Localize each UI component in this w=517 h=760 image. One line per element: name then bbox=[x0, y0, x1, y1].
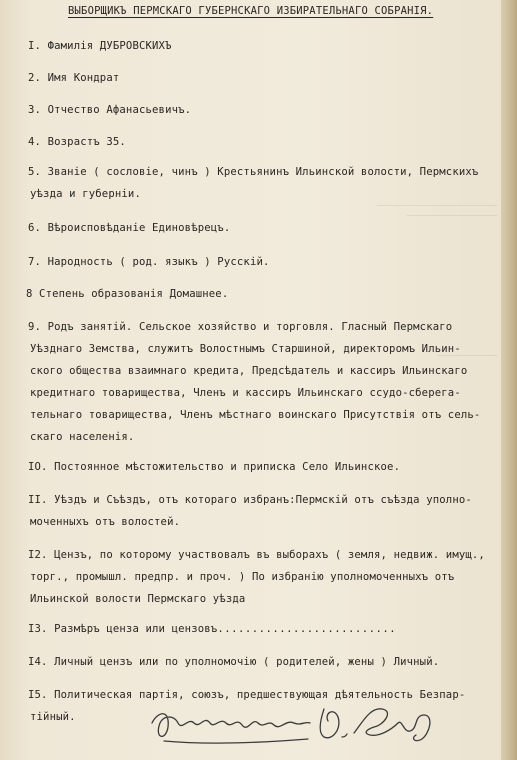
item-religion: 6. Вѣроисповѣданіе Единовѣрецъ. bbox=[28, 222, 231, 234]
item-rank-cont: уѣзда и губерніи. bbox=[30, 188, 141, 200]
item-education: 8 Степень образованія Домашнее. bbox=[26, 288, 229, 300]
bleed-through-mark bbox=[437, 355, 497, 356]
item-party: I5. Политическая партія, союзъ, предшествующая дѣятельность Безпар- bbox=[28, 689, 466, 701]
fill-dots: .......................... bbox=[217, 623, 397, 635]
item-occupation-cont: тельнаго товарищества, Членъ мѣстнаго воинскаго Присутствія отъ сель- bbox=[30, 409, 481, 421]
item-occupation: 9. Родъ занятій. Сельское хозяйство и торговля. Гласный Пермскаго bbox=[28, 321, 453, 333]
bleed-through-mark bbox=[377, 205, 497, 206]
handwritten-signature bbox=[148, 693, 448, 753]
item-patronymic: 3. Отчество Афанасьевичъ. bbox=[28, 104, 192, 116]
document-title: ВЫБОРЩИКЪ ПЕРМСКАГО ГУБЕРНСКАГО ИЗБИРАТЕЛЬНАГО СОБРАНІЯ. bbox=[68, 5, 434, 17]
item-occupation-cont: скаго населенія. bbox=[30, 431, 135, 443]
item-census: I2. Цензъ, по которому участвовалъ въ выборахъ ( земля, недвиж. имущ., bbox=[28, 549, 485, 561]
item-name: 2. Имя Кондрат bbox=[28, 72, 120, 84]
item-personal-census: I4. Личный цензъ или по уполномочію ( родителей, жены ) Личный. bbox=[28, 656, 440, 668]
item-occupation-cont: Уѣзднаго Земства, служитъ Волостнымъ Старшиной, директоромъ Ильин- bbox=[30, 343, 461, 355]
item-age: 4. Возрастъ 35. bbox=[28, 136, 126, 148]
item-census-size bbox=[28, 623, 396, 635]
item-district: II. Уѣздъ и Съѣздъ, отъ котораго избранъ:Пермскій отъ съѣзда уполно- bbox=[28, 494, 472, 506]
item-surname: I. Фамилія ДУБРОВСКИХЪ bbox=[28, 40, 172, 52]
item-residence: IO. Постоянное мѣстожительство и приписка Село Ильинское. bbox=[28, 461, 401, 473]
item-nationality: 7. Народность ( род. языкъ ) Русскій. bbox=[28, 256, 270, 268]
bleed-through-mark bbox=[407, 215, 497, 216]
item-occupation-cont: кредитнаго товарищества, Членъ и кассиръ Ильинскаго ссудо-сберега- bbox=[30, 387, 461, 399]
item-occupation-cont: ского общества взаимнаго кредита, Предсѣдатель и кассиръ Ильинскаго bbox=[30, 365, 468, 377]
item-census-size-label: I3. Размѣръ ценза или цензовъ bbox=[28, 623, 218, 635]
item-party-cont: тійный. bbox=[30, 711, 76, 723]
item-census-cont: торг., промышл. предпр. и проч. ) По избранію уполномоченныхъ отъ bbox=[30, 571, 455, 583]
page-edge bbox=[501, 0, 517, 760]
item-census-cont: Ильинской волости Пермскаго уѣзда bbox=[30, 593, 246, 605]
item-rank: 5. Званіе ( сословіе, чинъ ) Крестьянинъ Ильинской волости, Пермскихъ bbox=[28, 166, 479, 178]
item-district-cont: моченныхъ отъ волостей. bbox=[30, 516, 181, 528]
